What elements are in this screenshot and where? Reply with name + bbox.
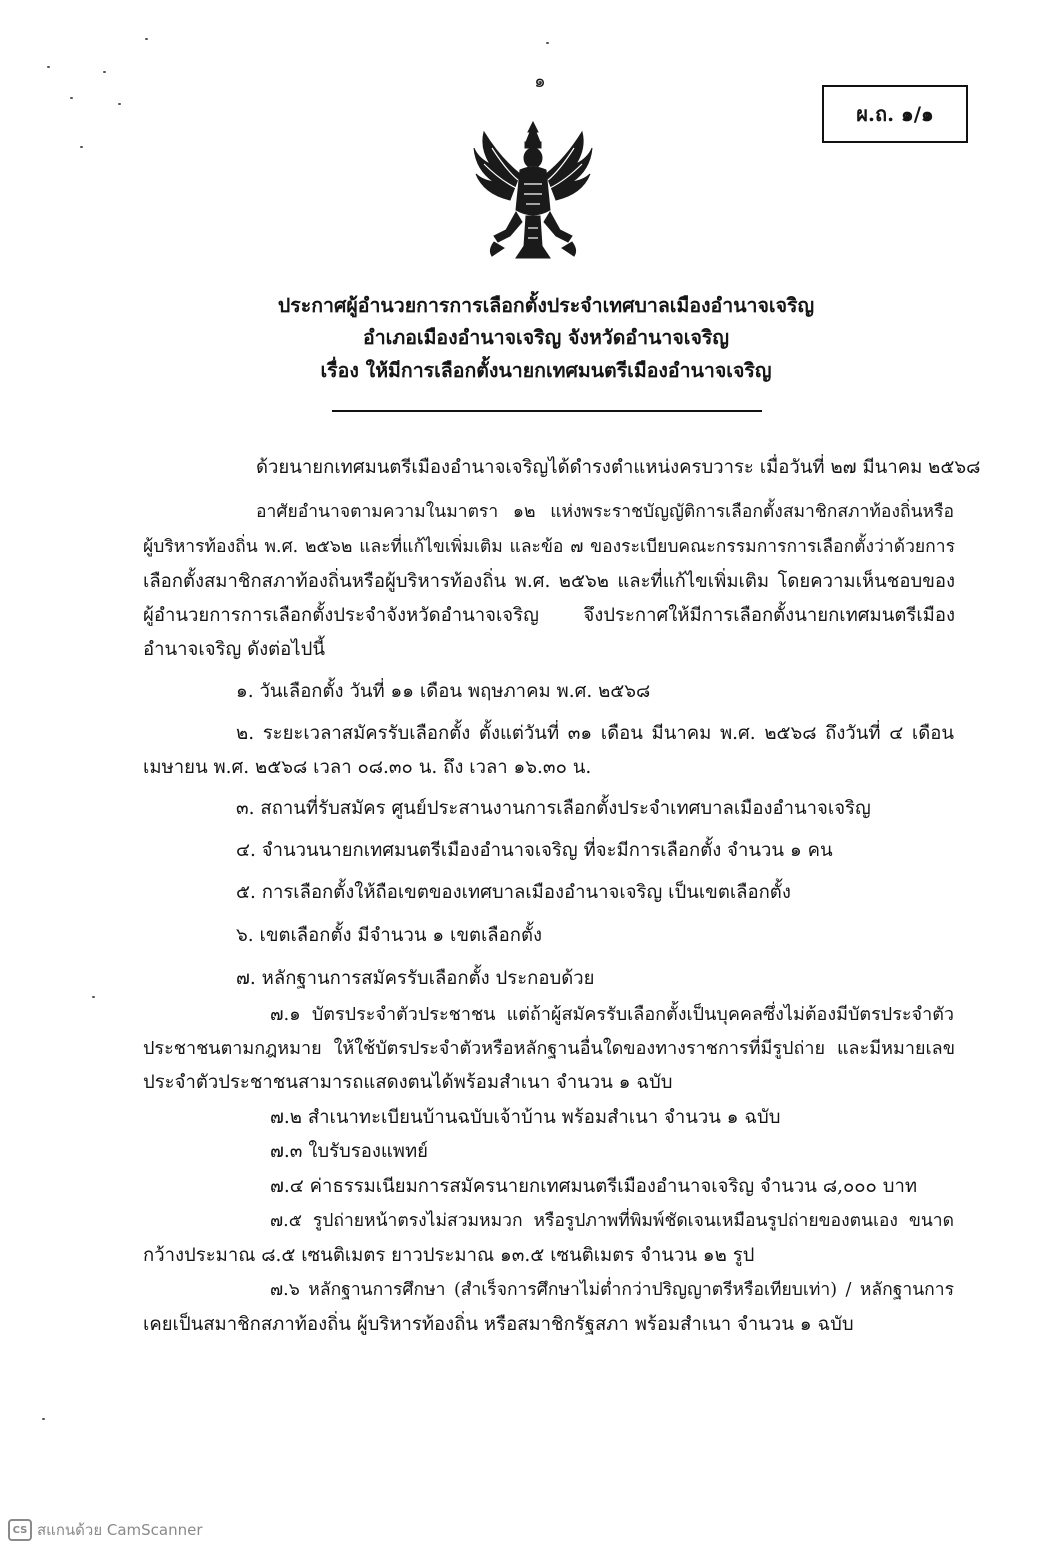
doc-house-registration: ๗.๒ สำเนาทะเบียนบ้านฉบับเจ้าบ้าน พร้อมสำเนา จำนวน ๑ ฉบับ — [270, 1107, 781, 1128]
scan-speck — [42, 1418, 45, 1420]
scan-speck — [546, 42, 549, 44]
authority-line: เลือกตั้งสมาชิกสภาท้องถิ่นหรือผู้บริหารท้องถิ่น พ.ศ. ๒๕๖๒ และที่แก้ไขเพิ่มเติม โดยความเห็นชอบของ — [143, 571, 955, 592]
form-code: ผ.ถ. ๑/๑ — [856, 102, 934, 126]
item-mayor-count: ๔. จำนวนนายกเทศมนตรีเมืองอำนาจเจริญ ที่จะมีการเลือกตั้ง จำนวน ๑ คน — [236, 840, 833, 861]
page-number: ๑ — [534, 71, 546, 92]
item-application-period: เมษายน พ.ศ. ๒๕๖๘ เวลา ๐๘.๓๐ น. ถึง เวลา ๑๖.๓๐ น. — [143, 757, 592, 778]
doc-education: ๗.๖ หลักฐานการศึกษา (สำเร็จการศึกษาไม่ต่ำกว่าปริญญาตรีหรือเทียบเท่า) / หลักฐานการ — [270, 1280, 954, 1300]
scan-speck — [80, 146, 83, 148]
doc-photos: กว้างประมาณ ๘.๕ เซนติเมตร ยาวประมาณ ๑๓.๕ เซนติเมตร จำนวน ๑๒ รูป — [143, 1245, 755, 1266]
title-line-2: อำเภอเมืองอำนาจเจริญ จังหวัดอำนาจเจริญ — [363, 326, 729, 349]
form-code-box — [822, 85, 968, 143]
scan-speck — [103, 71, 106, 73]
scan-speck — [70, 97, 73, 99]
item-election-date: ๑. วันเลือกตั้ง วันที่ ๑๑ เดือน พฤษภาคม พ.ศ. ๒๕๖๘ — [236, 681, 651, 702]
authority-line: อาศัยอำนาจตามความในมาตรา ๑๒ แห่งพระราชบัญญัติการเลือกตั้งสมาชิกสภาท้องถิ่นหรือ — [256, 502, 954, 522]
item-constituency: ๕. การเลือกตั้งให้ถือเขตของเทศบาลเมืองอำนาจเจริญ เป็นเขตเลือกตั้ง — [236, 882, 791, 903]
camscanner-text: สแกนด้วย CamScanner — [37, 1521, 203, 1539]
item-constituency-count: ๖. เขตเลือกตั้ง มีจำนวน ๑ เขตเลือกตั้ง — [236, 925, 542, 946]
scan-speck — [145, 38, 148, 40]
doc-education: เคยเป็นสมาชิกสภาท้องถิ่น ผู้บริหารท้องถิ่น หรือสมาชิกรัฐสภา พร้อมสำเนา จำนวน ๑ ฉบับ — [143, 1314, 854, 1335]
doc-id-card: ๗.๑ บัตรประจำตัวประชาชน แต่ถ้าผู้สมัครรับเลือกตั้งเป็นบุคคลซึ่งไม่ต้องมีบัตรประจำตัว — [270, 1004, 954, 1025]
garuda-emblem-icon — [470, 118, 596, 268]
item-application-place: ๓. สถานที่รับสมัคร ศูนย์ประสานงานการเลือกตั้งประจำเทศบาลเมืองอำนาจเจริญ — [236, 798, 871, 819]
title-line-1: ประกาศผู้อำนวยการการเลือกตั้งประจำเทศบาลเมืองอำนาจเจริญ — [277, 294, 815, 317]
doc-id-card: ประชาชนตามกฎหมาย ให้ใช้บัตรประจำตัวหรือหลักฐานอื่นใดของทางราชการที่มีรูปถ่าย และมีหมายเลข — [143, 1038, 955, 1059]
authority-line: ผู้อำนวยการการเลือกตั้งประจำจังหวัดอำนาจเจริญ จึงประกาศให้มีการเลือกตั้งนายกเทศมนตรีเมือง — [143, 605, 955, 626]
authority-line: ผู้บริหารท้องถิ่น พ.ศ. ๒๕๖๒ และที่แก้ไขเพิ่มเติม และข้อ ๗ ของระเบียบคณะกรรมการการเลือกตั้งว่าด้วยการ — [143, 537, 955, 557]
intro-paragraph: ด้วยนายกเทศมนตรีเมืองอำนาจเจริญได้ดำรงตำแหน่งครบวาระ เมื่อวันที่ ๒๗ มีนาคม ๒๕๖๘ — [256, 457, 981, 478]
doc-medical-certificate: ๗.๓ ใบรับรองแพทย์ — [270, 1141, 429, 1162]
camscanner-watermark — [8, 1518, 203, 1542]
scan-speck — [47, 66, 50, 68]
doc-photos: ๗.๕ รูปถ่ายหน้าตรงไม่สวมหมวก หรือรูปภาพที่พิมพ์ชัดเจนเหมือนรูปถ่ายของตนเอง ขนาด — [270, 1211, 954, 1231]
doc-id-card: ประจำตัวประชาชนสามารถแสดงตนได้พร้อมสำเนา จำนวน ๑ ฉบับ — [143, 1072, 673, 1093]
camscanner-logo-icon: CS — [8, 1519, 32, 1541]
item-documents-heading: ๗. หลักฐานการสมัครรับเลือกตั้ง ประกอบด้วย — [236, 968, 595, 989]
doc-application-fee: ๗.๔ ค่าธรรมเนียมการสมัครนายกเทศมนตรีเมืองอำนาจเจริญ จำนวน ๘,๐๐๐ บาท — [270, 1176, 918, 1197]
authority-line: อำนาจเจริญ ดังต่อไปนี้ — [143, 639, 325, 660]
scan-speck — [92, 996, 95, 998]
title-divider — [332, 410, 762, 412]
item-application-period: ๒. ระยะเวลาสมัครรับเลือกตั้ง ตั้งแต่วันที่ ๓๑ เดือน มีนาคม พ.ศ. ๒๕๖๘ ถึงวันที่ ๔ เดือน — [236, 723, 954, 744]
title-line-3: เรื่อง ให้มีการเลือกตั้งนายกเทศมนตรีเมืองอำนาจเจริญ — [320, 359, 772, 382]
scan-speck — [118, 103, 121, 105]
